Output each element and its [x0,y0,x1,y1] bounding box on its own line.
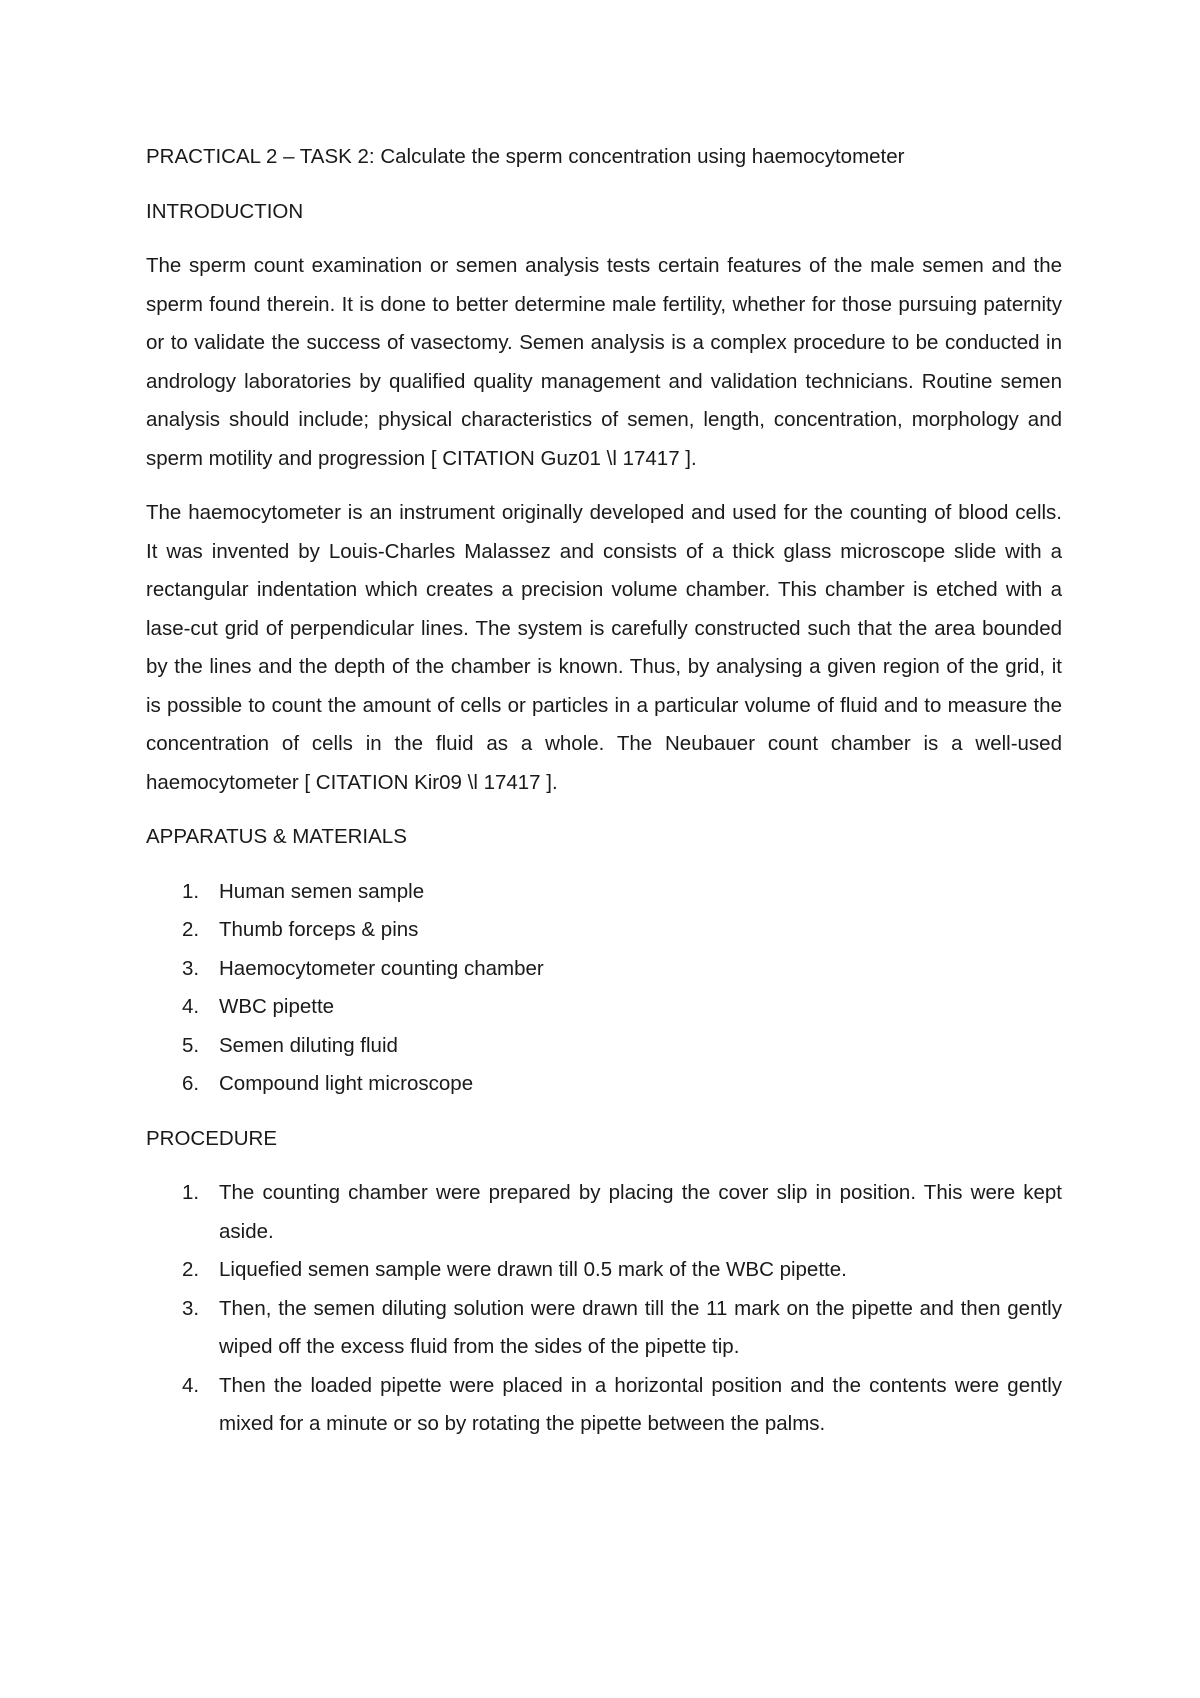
procedure-step [146,1367,1062,1444]
step-number: 4. [182,1373,200,1397]
apparatus-list [146,873,1062,1104]
procedure-step [146,1290,1062,1367]
list-item-text: Semen diluting fluid [219,1033,398,1057]
step-text: Then the loaded pipette were placed in a horizontal position and the contents were gently mixed for a minute or so by rotating the pipette between the palms. [219,1373,1062,1435]
step-number: 2. [182,1258,200,1281]
list-number: 4. [182,995,200,1018]
list-item-text: Compound light microscope [219,1072,474,1095]
list-number: 2. [182,918,200,941]
step-text: The counting chamber were prepared by placing the cover slip in position. This were kept aside. [219,1181,1062,1243]
list-item [146,1065,1062,1104]
procedure-step [146,1174,1062,1251]
step-text: Then, the semen diluting solution were drawn till the 11 mark on the pipette and then gently wiped off the excess fluid from the sides of the pipette tip. [219,1296,1062,1358]
step-number: 1. [182,1181,200,1204]
step-number: 3. [182,1296,200,1320]
introduction-paragraph-2: The haemocytometer is an instrument originally developed and used for the counting of blood cells. It was invented by Louis-Charles Malassez and consists of a thick glass microscope slide with a rectangular indentation which creates a precision volume chamber. This chamber is etched with a lase-cut grid of perpendicular lines. The system is carefully constructed such that the area bounded by the lines and the depth of the chamber is known. Thus, by analysing a given region of the grid, it is possible to count the amount of cells or particles in a particular volume of fluid and to measure the concentration of cells in the fluid as a whole. The Neubauer count chamber is a well-used haemocytometer [ CITATION Kir09 \l 17417 ]. [146,501,1062,794]
document-title: PRACTICAL 2 – TASK 2: Calculate the sperm concentration using haemocytometer [146,145,905,168]
list-number: 3. [182,956,200,980]
list-number: 5. [182,1033,200,1057]
list-item [146,950,1062,989]
list-item [146,911,1062,950]
apparatus-heading: APPARATUS & MATERIALS [146,825,407,848]
list-item [146,873,1062,912]
document-page [146,138,1062,1460]
list-number: 1. [182,879,200,903]
list-item-text: Thumb forceps & pins [219,918,419,941]
list-item [146,988,1062,1027]
list-item-text: Human semen sample [219,879,425,903]
procedure-step [146,1251,1062,1290]
procedure-list [146,1174,1062,1444]
list-item [146,1027,1062,1066]
list-number: 6. [182,1072,200,1095]
procedure-heading: PROCEDURE [146,1126,277,1150]
list-item-text: Haemocytometer counting chamber [219,956,544,980]
step-text: Liquefied semen sample were drawn till 0.5 mark of the WBC pipette. [219,1258,847,1281]
introduction-paragraph-1: The sperm count examination or semen analysis tests certain features of the male semen and the sperm found therein. It is done to better determine male fertility, whether for those pursuing paternity or to validate the success of vasectomy. Semen analysis is a complex procedure to be conducted in andrology laboratories by qualified quality management and validation technicians. Routine semen analysis should include; physical characteristics of semen, length, concentration, morphology and sperm motility and progression [ CITATION Guz01 \l 17417 ]. [146,254,1062,470]
list-item-text: WBC pipette [219,995,335,1018]
introduction-heading: INTRODUCTION [146,199,304,223]
